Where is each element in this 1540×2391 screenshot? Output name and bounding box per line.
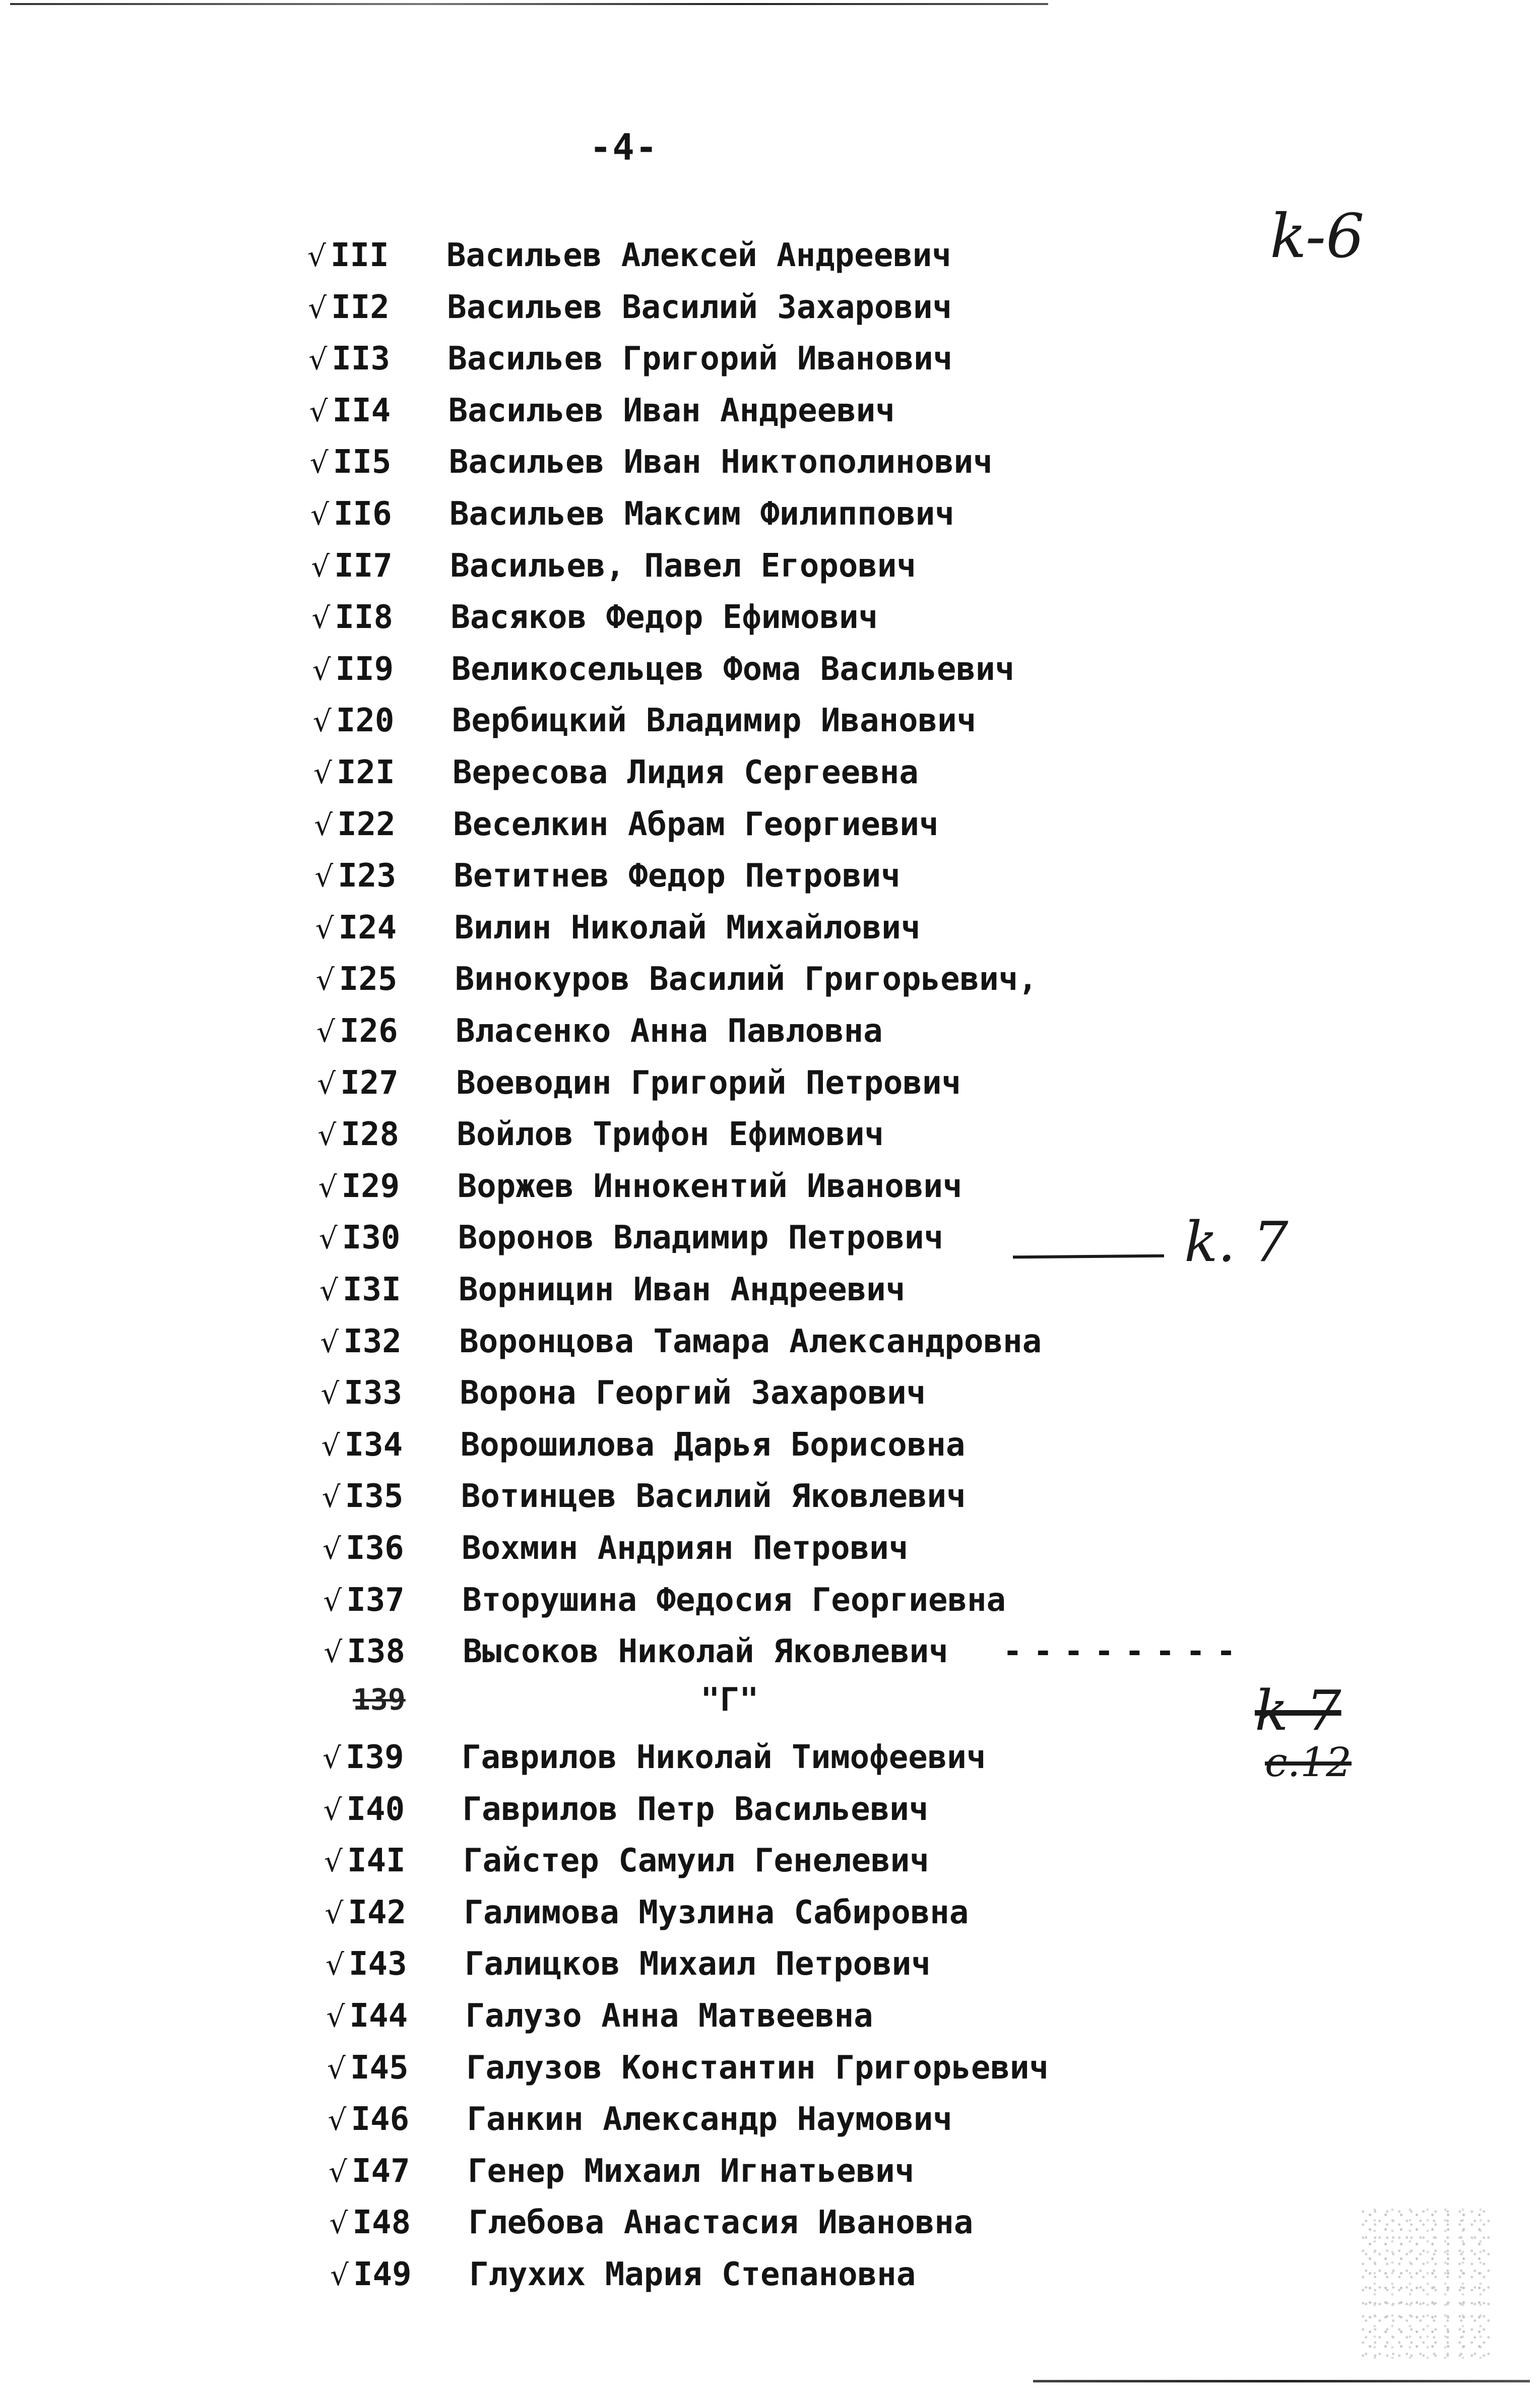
list-entry xyxy=(313,702,976,747)
entry-number: I35 xyxy=(345,1478,404,1516)
list-entry xyxy=(330,2204,974,2249)
checkmark-icon: √ xyxy=(315,963,335,997)
list-entry xyxy=(308,289,952,334)
list-entry xyxy=(310,444,993,489)
handwritten-note-page-ref: с.12 xyxy=(1265,1739,1352,1786)
entry-name: Воронов Владимир Петрович xyxy=(458,1219,944,1257)
entry-number: I33 xyxy=(344,1374,402,1412)
list-entry xyxy=(318,1168,962,1213)
entry-name: Воржев Иннокентий Иванович xyxy=(457,1167,962,1205)
entry-number: I22 xyxy=(337,805,396,843)
list-entry xyxy=(325,1894,969,1939)
handwritten-note-k7: k. 7 xyxy=(1184,1210,1289,1274)
entry-name: Гаврилов Петр Васильевич xyxy=(462,1790,929,1828)
checkmark-icon: √ xyxy=(318,1221,338,1256)
checkmark-icon: √ xyxy=(310,497,329,532)
handwritten-underline xyxy=(1013,1254,1164,1259)
entry-name: Вересова Лидия Сергеевна xyxy=(453,754,919,791)
entry-name: Васильев Иван Андреевич xyxy=(448,392,895,429)
checkmark-icon: √ xyxy=(323,1532,341,1566)
entry-number: I37 xyxy=(346,1581,405,1619)
entry-name: Веселкин Абрам Георгиевич xyxy=(453,805,939,843)
entry-number: II2 xyxy=(331,288,390,326)
entry-number: I4I xyxy=(347,1842,406,1880)
list-entry xyxy=(316,1013,883,1058)
entry-name: Воеводин Григорий Петрович xyxy=(456,1064,961,1102)
entry-number: I32 xyxy=(343,1323,402,1360)
checkmark-icon: √ xyxy=(313,756,332,790)
checkmark-icon: √ xyxy=(314,859,334,894)
entry-number: I40 xyxy=(346,1790,405,1828)
entry-name: Галузо Анна Матвеевна xyxy=(465,1997,873,2035)
entry-number: I34 xyxy=(344,1426,403,1464)
entry-name: Васильев Василий Захарович xyxy=(447,288,952,326)
entry-number: II6 xyxy=(334,495,392,533)
list-entry xyxy=(308,340,952,386)
list-entry xyxy=(320,1374,926,1420)
handwritten-note-k6: k-6 xyxy=(1270,202,1365,272)
list-entry xyxy=(317,1064,961,1110)
list-entry xyxy=(311,547,916,593)
list-entry xyxy=(326,1945,931,1991)
entry-number: I38 xyxy=(347,1633,405,1671)
entry-name: Васильев Григорий Иванович xyxy=(447,340,953,378)
entry-number: I48 xyxy=(352,2204,411,2242)
list-entry xyxy=(323,1582,1006,1627)
list-entry xyxy=(323,1739,986,1784)
entry-number: I23 xyxy=(338,857,396,895)
checkmark-icon: √ xyxy=(321,1428,340,1463)
checkmark-icon: √ xyxy=(312,704,332,739)
entry-number: I39 xyxy=(346,1739,404,1776)
entry-name: Глебова Анастасия Ивановна xyxy=(468,2204,974,2242)
checkmark-icon: √ xyxy=(312,652,331,687)
entry-name: Васильев Алексей Андреевич xyxy=(446,237,951,274)
entry-number: I30 xyxy=(342,1219,401,1257)
checkmark-icon: √ xyxy=(326,1999,345,2034)
checkmark-icon: √ xyxy=(328,2103,347,2137)
checkmark-icon: √ xyxy=(322,1480,341,1515)
list-entry xyxy=(328,2101,952,2146)
list-entry xyxy=(309,392,895,437)
checkmark-icon: √ xyxy=(320,1376,340,1411)
entry-name: Гайстер Самуил Генелевич xyxy=(463,1842,929,1880)
entry-name: Ветитнев Федор Петрович xyxy=(454,857,901,895)
checkmark-icon: √ xyxy=(323,1583,342,1618)
entry-number: I20 xyxy=(336,702,395,740)
entry-name: Вилин Николай Михайлович xyxy=(454,909,921,947)
list-entry xyxy=(319,1219,943,1265)
entry-number: I42 xyxy=(348,1894,407,1931)
entry-name: Васильев Максим Филиппович xyxy=(450,495,954,533)
checkmark-icon: √ xyxy=(308,342,328,377)
entry-name: Вохмин Андриян Петрович xyxy=(462,1530,909,1567)
entry-name: Высоков Николай Яковлевич xyxy=(463,1633,948,1671)
entry-name: Вотинцев Василий Яковлевич xyxy=(461,1478,966,1516)
list-entry xyxy=(314,857,900,903)
checkmark-icon: √ xyxy=(317,1118,337,1153)
handwritten-note-k7-struck: k 7 xyxy=(1255,1678,1341,1743)
list-entry xyxy=(323,1530,908,1575)
list-entry xyxy=(329,2153,914,2198)
entry-name: Винокуров Василий Григорьевич, xyxy=(455,961,1038,998)
entry-number: I46 xyxy=(351,2101,410,2138)
entry-number: I47 xyxy=(352,2152,410,2190)
checkmark-icon: √ xyxy=(320,1325,339,1359)
entry-name: Войлов Трифон Ефимович xyxy=(457,1116,884,1154)
list-entry xyxy=(310,495,954,541)
entry-name: Власенко Анна Павловна xyxy=(456,1013,883,1050)
entry-number: II5 xyxy=(333,444,392,481)
entry-name: Галицков Михаил Петрович xyxy=(465,1945,931,1983)
scan-noise xyxy=(1361,2208,1492,2359)
entry-number: I24 xyxy=(338,909,397,947)
entry-number: I44 xyxy=(349,1997,408,2035)
bottom-border-line xyxy=(1033,2380,1530,2382)
list-entry xyxy=(314,806,938,851)
list-entry xyxy=(312,651,1014,696)
entry-number: I43 xyxy=(349,1945,407,1983)
entry-number: I2I xyxy=(337,754,395,791)
entry-number: II8 xyxy=(335,599,393,637)
entry-name: Глухих Мария Степановна xyxy=(469,2256,916,2293)
entry-number: I28 xyxy=(341,1116,399,1154)
entry-number: I49 xyxy=(353,2256,412,2293)
checkmark-icon: √ xyxy=(311,549,330,584)
checkmark-icon: √ xyxy=(311,601,331,636)
checkmark-icon: √ xyxy=(307,239,326,273)
entry-name: Галузов Константин Григорьевич xyxy=(466,2049,1049,2087)
entry-name: Генер Михаил Игнатьевич xyxy=(468,2152,915,2190)
entry-number: II3 xyxy=(332,340,390,378)
entry-name: Великосельцев Фома Васильевич xyxy=(451,650,1014,688)
checkmark-icon: √ xyxy=(326,1947,344,1982)
entry-name: Ганкин Александр Наумович xyxy=(467,2101,952,2138)
list-entry xyxy=(307,237,951,282)
entry-name: Васяков Федор Ефимович xyxy=(451,599,878,637)
list-entry xyxy=(324,1842,929,1887)
list-entry xyxy=(324,1791,929,1836)
page-number: -4- xyxy=(590,126,659,168)
list-entry xyxy=(322,1478,966,1523)
checkmark-icon: √ xyxy=(316,1015,335,1049)
entry-number: II7 xyxy=(334,547,393,585)
checkmark-icon: √ xyxy=(329,2154,347,2189)
list-entry xyxy=(319,1271,905,1316)
list-entry xyxy=(330,2256,916,2301)
checkmark-icon: √ xyxy=(309,446,329,480)
struck-entry-number: 139 xyxy=(353,1682,406,1717)
list-entry xyxy=(315,909,921,955)
checkmark-icon: √ xyxy=(318,1169,337,1204)
checkmark-icon: √ xyxy=(317,1066,336,1101)
list-entry xyxy=(324,1633,948,1678)
entry-name: Галимова Музлина Сабировна xyxy=(464,1894,969,1931)
entry-name: Ворницин Иван Андреевич xyxy=(459,1271,906,1308)
list-entry xyxy=(311,599,878,644)
entry-number: I45 xyxy=(350,2049,409,2087)
entry-name: Ворона Георгий Захарович xyxy=(460,1374,926,1412)
checkmark-icon: √ xyxy=(324,1635,343,1670)
list-entry xyxy=(317,1116,884,1161)
entry-name: Вербицкий Владимир Иванович xyxy=(452,702,977,740)
top-border-line xyxy=(10,3,1048,5)
checkmark-icon: √ xyxy=(323,1792,342,1827)
checkmark-icon: √ xyxy=(329,2206,348,2241)
checkmark-icon: √ xyxy=(324,1844,343,1879)
checkmark-icon: √ xyxy=(325,1896,344,1930)
entry-number: I26 xyxy=(340,1013,398,1050)
entry-name: Васильев Иван Никтополинович xyxy=(448,444,993,481)
checkmark-icon: √ xyxy=(308,290,327,325)
entry-number: II4 xyxy=(332,392,391,429)
checkmark-icon: √ xyxy=(315,911,334,946)
section-letter-heading: "Г" xyxy=(700,1681,759,1719)
entry-number: I3I xyxy=(343,1271,401,1308)
list-entry xyxy=(313,754,919,799)
checkmark-icon: √ xyxy=(319,1273,338,1307)
entry-name: Вторушина Федосия Георгиевна xyxy=(462,1581,1006,1619)
list-entry xyxy=(327,2049,1049,2095)
checkmark-icon: √ xyxy=(327,2051,346,2086)
checkmark-icon: √ xyxy=(330,2258,349,2292)
checkmark-icon: √ xyxy=(314,807,333,842)
entry-number: I27 xyxy=(340,1064,399,1102)
entry-name: Воронцова Тамара Александровна xyxy=(459,1323,1042,1360)
checkmark-icon: √ xyxy=(309,394,328,428)
list-entry xyxy=(320,1323,1042,1368)
entry-name: Гаврилов Николай Тимофеевич xyxy=(462,1739,986,1776)
entry-number: I25 xyxy=(339,961,398,998)
entry-name: Ворошилова Дарья Борисовна xyxy=(460,1426,966,1464)
dash-separator: -------- xyxy=(1003,1633,1247,1670)
entry-number: II9 xyxy=(335,650,394,688)
entry-name: Васильев, Павел Егорович xyxy=(450,547,916,585)
checkmark-icon: √ xyxy=(323,1741,341,1775)
entry-number: I36 xyxy=(346,1530,404,1567)
list-entry xyxy=(316,961,1038,1006)
list-entry xyxy=(322,1426,966,1472)
entry-number: I29 xyxy=(341,1167,400,1205)
list-entry xyxy=(327,1997,873,2043)
entry-number: III xyxy=(331,237,389,274)
